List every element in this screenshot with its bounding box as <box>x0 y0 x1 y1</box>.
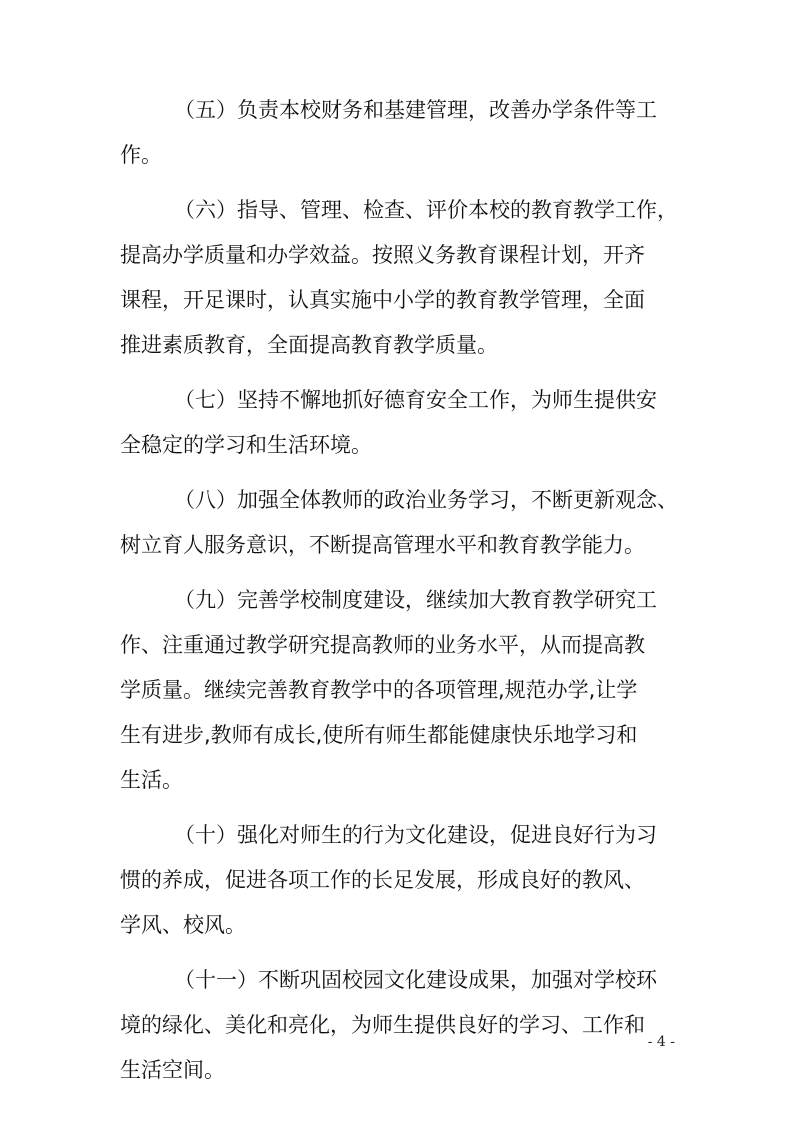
paragraph-6-line-4: 推进素质教育，全面提高教育教学质量。 <box>120 333 498 357</box>
paragraph-9-line-1: （九）完善学校制度建设，继续加大教育教学研究工 <box>174 588 657 612</box>
paragraph-6-line-3: 课程，开足课时，认真实施中小学的教育教学管理，全面 <box>120 288 645 312</box>
paragraph-7-line-2: 全稳定的学习和生活环境。 <box>120 433 372 457</box>
paragraph-5-line-1: （五）负责本校财务和基建管理，改善办学条件等工 <box>174 98 657 122</box>
paragraph-9-line-2: 作、注重通过教学研究提高教师的业务水平，从而提高教 <box>120 633 645 657</box>
paragraph-10-line-2: 惯的养成，促进各项工作的长足发展，形成良好的教风、 <box>120 868 645 892</box>
paragraph-9-line-3: 学质量。继续完善教育教学中的各项管理,规范办学,让学 <box>120 678 638 702</box>
paragraph-8-line-1: （八）加强全体教师的政治业务学习，不断更新观念、 <box>174 488 678 512</box>
paragraph-5-line-2: 作。 <box>120 143 162 167</box>
paragraph-6-line-1: （六）指导、管理、检查、评价本校的教育教学工作， <box>174 198 678 222</box>
paragraph-10-line-1: （十）强化对师生的行为文化建设，促进良好行为习 <box>174 823 657 847</box>
paragraph-11-line-2: 境的绿化、美化和亮化，为师生提供良好的学习、工作和 <box>120 1013 645 1037</box>
paragraph-7-line-1: （七）坚持不懈地抓好德育安全工作，为师生提供安 <box>174 388 657 412</box>
paragraph-9-line-4: 生有进步,教师有成长,使所有师生都能健康快乐地学习和 <box>120 723 638 747</box>
paragraph-9-line-5: 生活。 <box>120 768 183 792</box>
paragraph-8-line-2: 树立育人服务意识，不断提高管理水平和教育教学能力。 <box>120 533 645 557</box>
paragraph-6-line-2: 提高办学质量和办学效益。按照义务教育课程计划，开齐 <box>120 243 645 267</box>
paragraph-11-line-3: 生活空间。 <box>120 1058 225 1082</box>
paragraph-10-line-3: 学风、校风。 <box>120 913 246 937</box>
page-number: - 4 - <box>647 1034 675 1050</box>
paragraph-11-line-1: （十一）不断巩固校园文化建设成果，加强对学校环 <box>174 968 657 992</box>
